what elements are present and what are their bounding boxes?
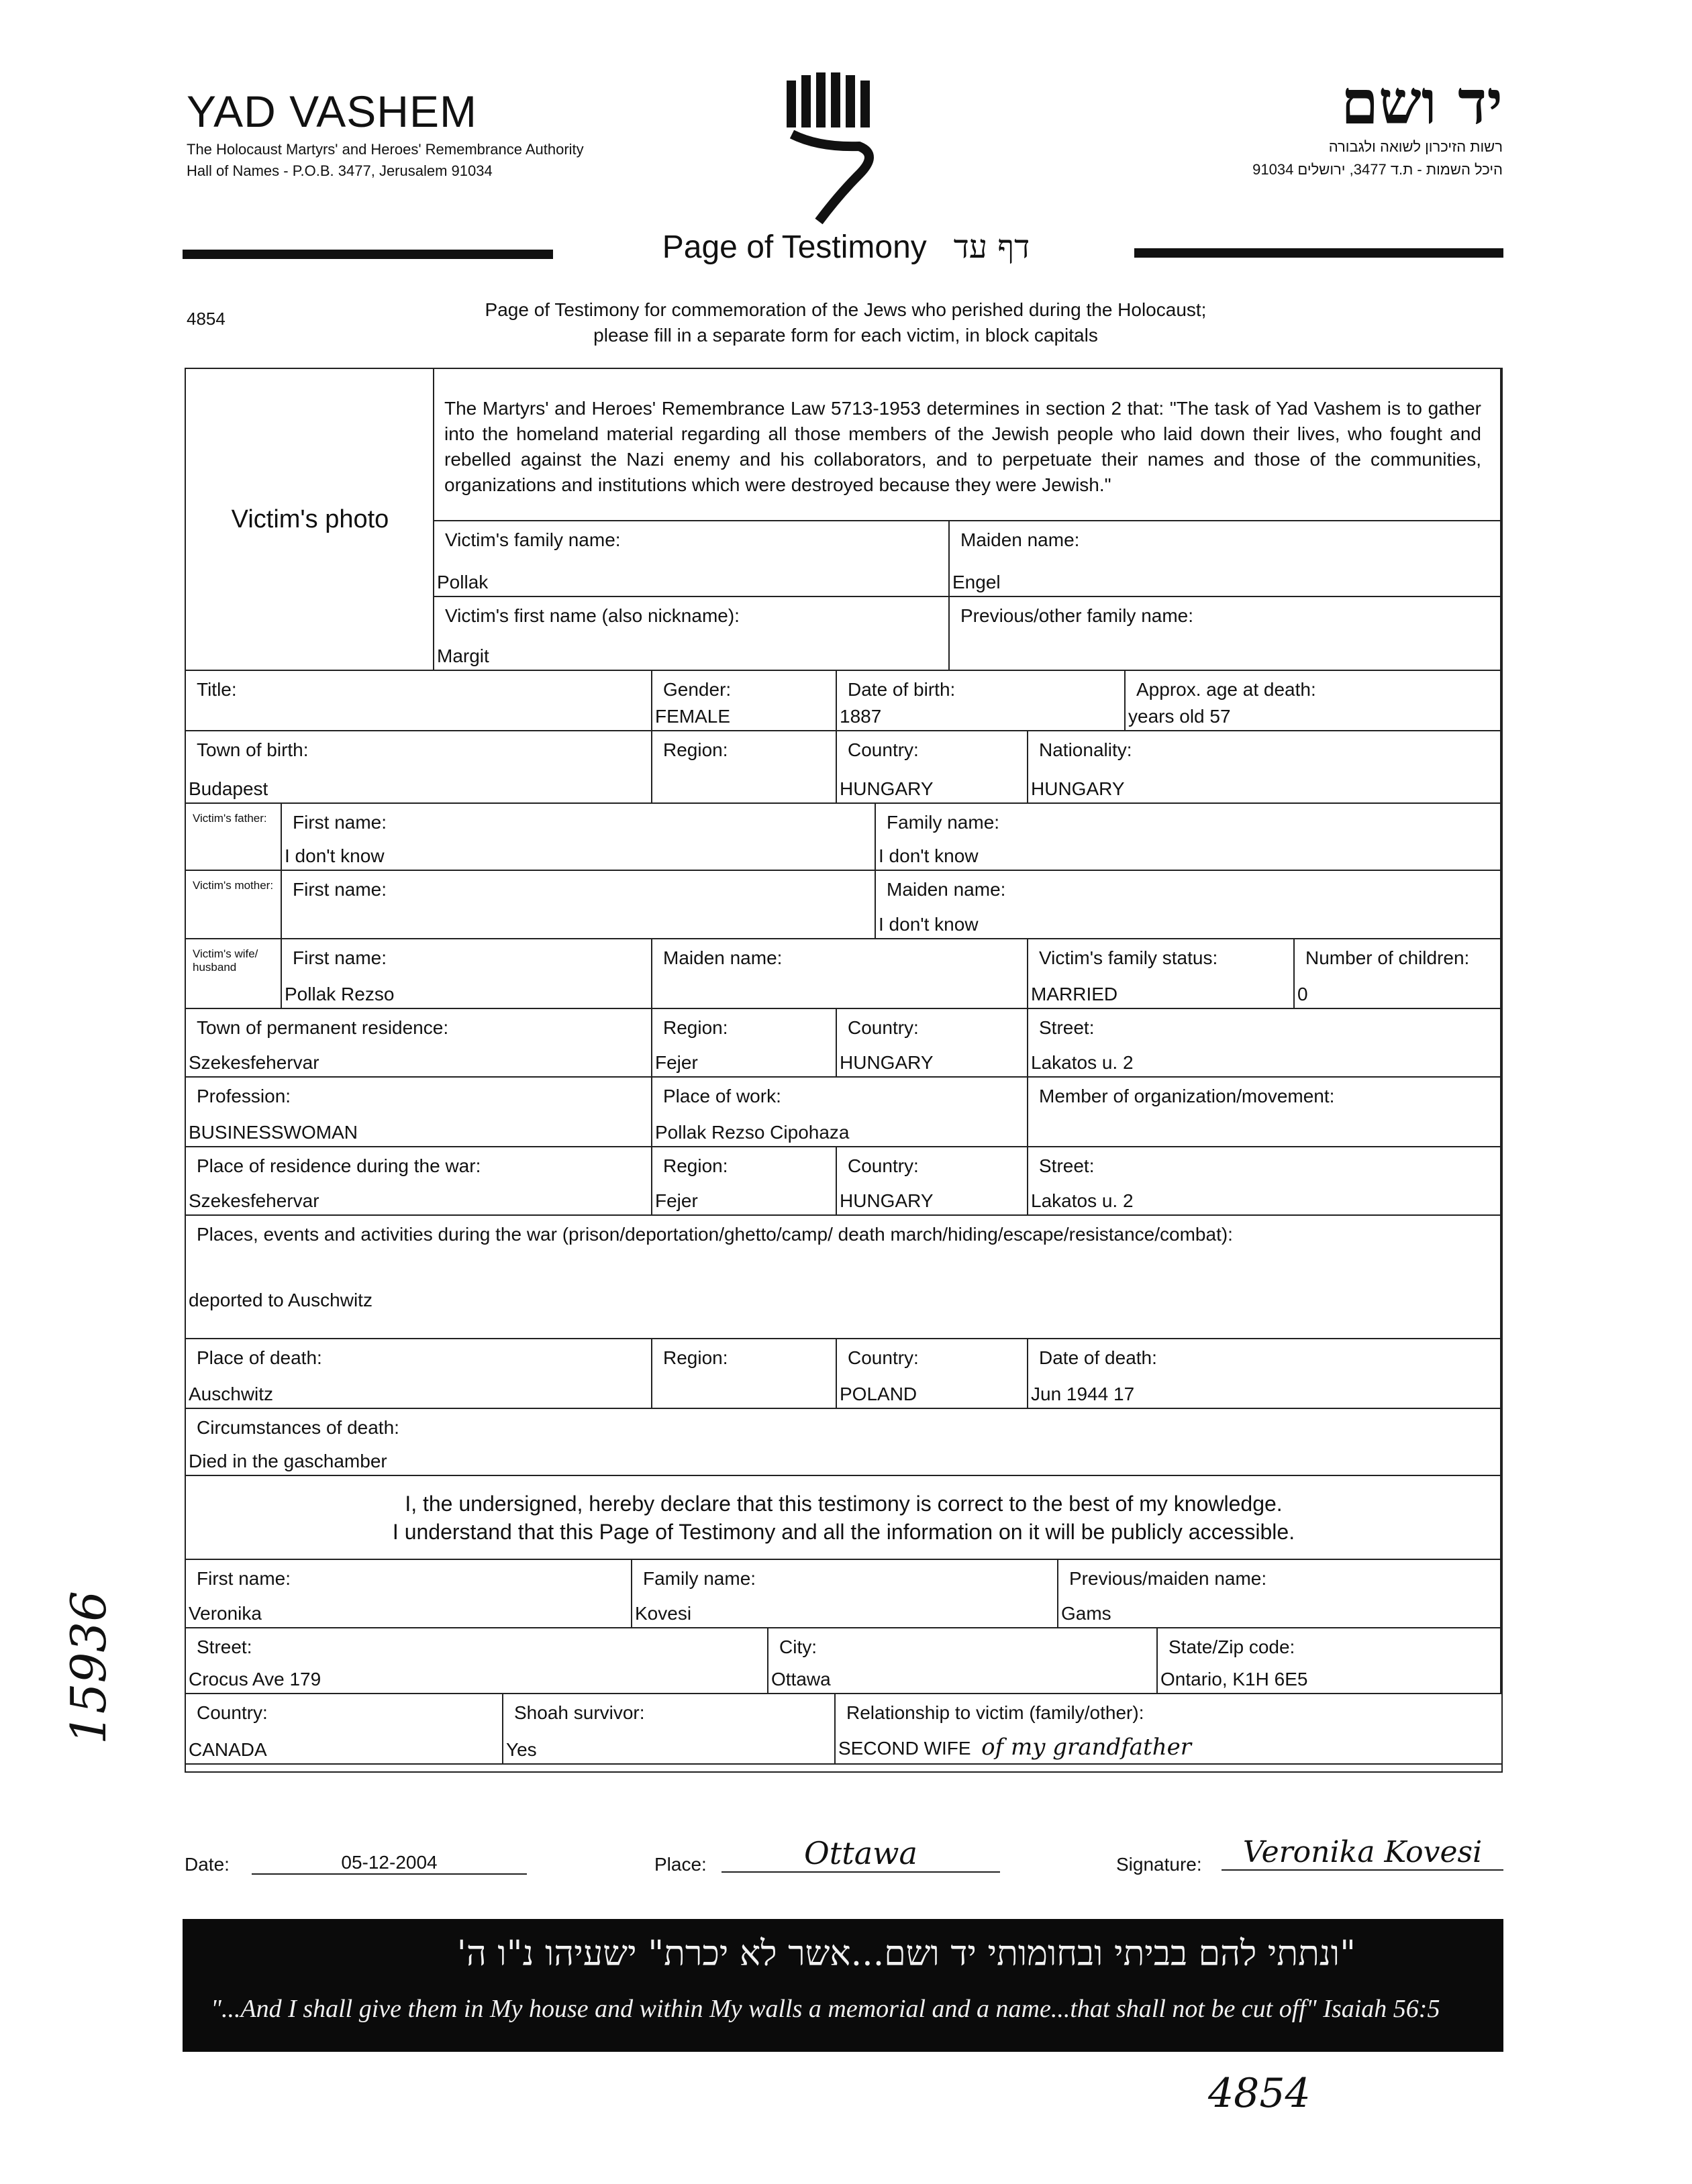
residence-town-field[interactable]: Town of permanent residence: Szekesfehervar	[186, 1009, 652, 1078]
place-of-work-field[interactable]: Place of work: Pollak Rezso Cipohaza	[652, 1078, 1028, 1147]
page-title: Page of Testimony דף עד	[662, 228, 1030, 266]
law-text: The Martyrs' and Heroes' Remembrance Law 5713-1953 determines in section 2 that: "The task of Yad Vashem is to gather into the homeland material regarding all those members of the Jewish people who laid down their lives, who fought and rebelled against the Nazi enemy and his collaborators, and to perpetuate their names and those of the communities, organizations and institutions which were destroyed because they were Jewish."	[444, 398, 1481, 495]
shoah-survivor-field[interactable]: Shoah survivor: Yes	[503, 1694, 836, 1765]
spouse-maiden-name-field[interactable]: Maiden name:	[652, 939, 1028, 1009]
mother-side-label: Victim's mother:	[186, 871, 282, 939]
submitter-street-field[interactable]: Street: Crocus Ave 179	[186, 1628, 768, 1694]
spouse-side-label: Victim's wife/ husband	[186, 939, 282, 1009]
profession-field[interactable]: Profession: BUSINESSWOMAN	[186, 1078, 652, 1147]
signature-field[interactable]: Veronika Kovesi	[1222, 1835, 1503, 1871]
hebrew-org-address: היכל השמות - ת.ד 3477, ירושלים 91034	[1252, 161, 1503, 178]
submitter-city-field[interactable]: City: Ottawa	[768, 1628, 1158, 1694]
org-subtitle: The Holocaust Martyrs' and Heroes' Remembrance Authority	[187, 141, 584, 158]
submitter-maiden-name-field[interactable]: Previous/maiden name: Gams	[1058, 1560, 1501, 1628]
death-region-field[interactable]: Region:	[652, 1339, 837, 1409]
place-of-death-field[interactable]: Place of death: Auschwitz	[186, 1339, 652, 1409]
submitter-first-name-field[interactable]: First name: Veronika	[186, 1560, 632, 1628]
date-of-death-field[interactable]: Date of death: Jun 1944 17	[1028, 1339, 1501, 1409]
bottom-margin-number: 4854	[1208, 2070, 1311, 2117]
submitter-country-field[interactable]: Country: CANADA	[186, 1694, 503, 1765]
birth-region-field[interactable]: Region:	[652, 731, 837, 804]
war-street-field[interactable]: Street: Lakatos u. 2	[1028, 1147, 1501, 1216]
date-label: Date:	[185, 1854, 230, 1875]
relationship-handwritten: of my grandfather	[981, 1734, 1191, 1761]
title-field[interactable]: Title:	[186, 671, 652, 731]
yad-vashem-logo-icon	[779, 67, 893, 228]
testimony-form	[185, 368, 1503, 1773]
spouse-first-name-field[interactable]: First name: Pollak Rezso	[282, 939, 652, 1009]
member-organization-field[interactable]: Member of organization/movement:	[1028, 1078, 1501, 1147]
town-of-birth-field[interactable]: Town of birth: Budapest	[186, 731, 652, 804]
mother-maiden-name-field[interactable]: Maiden name: I don't know	[876, 871, 1501, 939]
date-of-birth-field[interactable]: Date of birth: 1887	[837, 671, 1126, 731]
victim-previous-name-field[interactable]: Previous/other family name:	[950, 597, 1501, 671]
english-quote: "...And I shall give them in My house and within My walls a memorial and a name...that shall not be cut off" Isaiah 56:5	[211, 1995, 1440, 2023]
footer-quote-banner	[183, 1919, 1503, 2052]
org-address: Hall of Names - P.O.B. 3477, Jerusalem 91034	[187, 162, 493, 179]
war-country-field[interactable]: Country: HUNGARY	[837, 1147, 1028, 1216]
birth-country-field[interactable]: Country: HUNGARY	[837, 731, 1028, 804]
residence-street-field[interactable]: Street: Lakatos u. 2	[1028, 1009, 1501, 1078]
death-country-field[interactable]: Country: POLAND	[837, 1339, 1028, 1409]
hebrew-org-name: יד ושם	[1340, 67, 1503, 138]
side-margin-number: 15936	[60, 1590, 117, 1745]
org-name: YAD VASHEM	[187, 87, 477, 136]
place-label: Place:	[654, 1854, 707, 1875]
residence-country-field[interactable]: Country: HUNGARY	[837, 1009, 1028, 1078]
circumstances-of-death-field[interactable]: Circumstances of death: Died in the gaschamber	[186, 1409, 1501, 1476]
hebrew-quote: "ונתתי להם בביתי ובחומותי יד ושם...אשר לא יכרת" ישעיהו נ"ו ה'	[456, 1934, 1356, 1974]
father-family-name-field[interactable]: Family name: I don't know	[876, 804, 1501, 871]
war-region-field[interactable]: Region: Fejer	[652, 1147, 837, 1216]
declaration-text: I, the undersigned, hereby declare that this testimony is correct to the best of my knowledge. I understand that this Page of Testimony and all the information on it will be publicly accessible.	[392, 1492, 1295, 1544]
war-events-field[interactable]: Places, events and activities during the war (prison/deportation/ghetto/camp/ death march/hiding/escape/resistance/combat): deported to Auschwitz	[186, 1216, 1501, 1339]
signature-label: Signature:	[1116, 1854, 1202, 1875]
father-side-label: Victim's father:	[186, 804, 282, 871]
victim-maiden-name-field[interactable]: Maiden name: Engel	[950, 521, 1501, 597]
victim-family-name-field[interactable]: Victim's family name: Pollak	[434, 521, 950, 597]
age-at-death-field[interactable]: Approx. age at death: years old 57	[1126, 671, 1501, 731]
relationship-field[interactable]: Relationship to victim (family/other): SECOND WIFE of my grandfather	[836, 1694, 1501, 1765]
nationality-field[interactable]: Nationality: HUNGARY	[1028, 731, 1501, 804]
father-first-name-field[interactable]: First name: I don't know	[282, 804, 876, 871]
date-field[interactable]: 05-12-2004	[252, 1852, 527, 1875]
residence-region-field[interactable]: Region: Fejer	[652, 1009, 837, 1078]
submitter-state-zip-field[interactable]: State/Zip code: Ontario, K1H 6E5	[1158, 1628, 1501, 1694]
family-status-field[interactable]: Victim's family status: MARRIED	[1028, 939, 1295, 1009]
form-number: 4854	[187, 309, 226, 329]
submitter-family-name-field[interactable]: Family name: Kovesi	[632, 1560, 1058, 1628]
intro-text: Page of Testimony for commemoration of the Jews who perished during the Holocaust; please fill in a separate form for each victim, in block capitals	[485, 299, 1207, 346]
war-residence-field[interactable]: Place of residence during the war: Szekesfehervar	[186, 1147, 652, 1216]
victim-first-name-field[interactable]: Victim's first name (also nickname): Margit	[434, 597, 950, 671]
victim-photo-box[interactable]: Victim's photo	[186, 369, 434, 671]
mother-first-name-field[interactable]: First name:	[282, 871, 876, 939]
place-field[interactable]: Ottawa	[721, 1835, 1000, 1873]
number-of-children-field[interactable]: Number of children: 0	[1295, 939, 1501, 1009]
gender-field[interactable]: Gender: FEMALE	[652, 671, 837, 731]
hebrew-org-subtitle: רשות הזיכרון לשואה ולגבורה	[1328, 138, 1503, 155]
